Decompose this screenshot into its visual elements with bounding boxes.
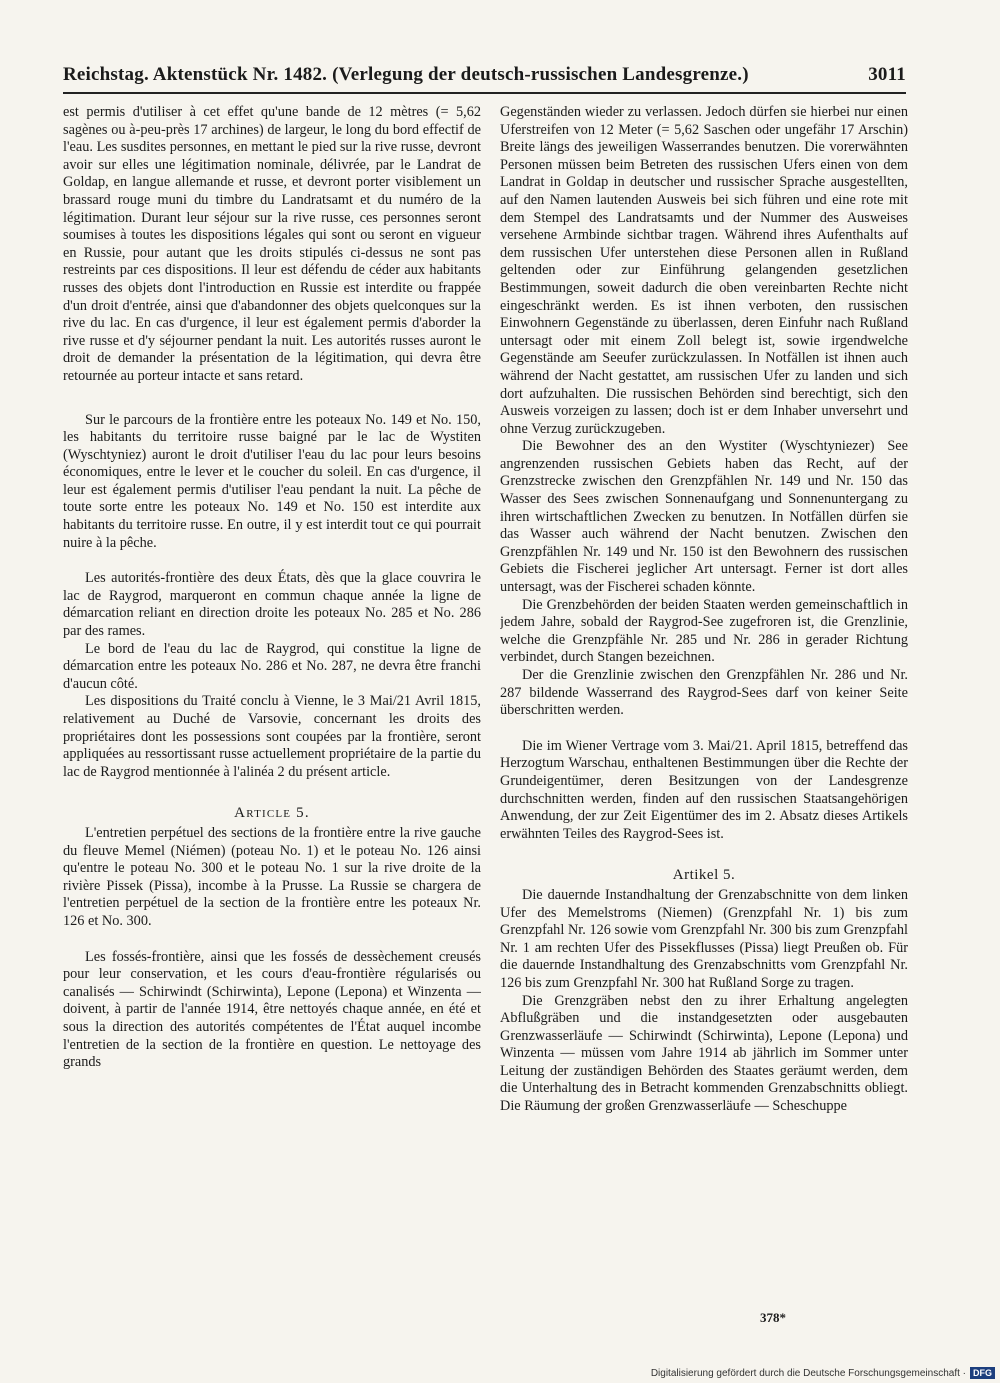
fr-article-paragraph-1: L'entretien perpétuel des sections de la frontière entre la rive gauche du fleuve Memel (Niémen) (poteau No. 1) et le poteau No. 126 ainsi qu'entre le poteau No. 300 et le poteau No. 1 sur la rive droite de la rivière Pissek (Pissa), incombe à la Prusse. La Russie se chargera de l'entretien perpétuel de la section de la frontière entre les poteaux Nr. 126 et No. 300.: [63, 824, 481, 929]
de-article-heading: Artikel 5.: [672, 867, 736, 884]
de-article-paragraph-1: Die dauernde Instandhaltung der Grenzabschnitte von dem linken Ufer des Memelstroms (Niemen) (Grenzpfahl Nr. 1) bis zum Grenzpfahl Nr. 126 sowie vom Grenzpfahl Nr. 300 bis zum Grenzpfahl Nr. 1 am rechten Ufer des Pissekflusses (Pissa) liegt Preußen ob. Für die dauernde Instandhaltung des Grenzabschnitts vom Grenzpfahl Nr. 126 bis zum Grenzpfahl Nr. 300 hat Rußland Sorge zu tragen.: [500, 886, 908, 991]
german-column: [500, 104, 908, 1319]
fr-paragraph-3: Les autorités-frontière des deux États, dès que la glace couvrira le lac de Raygrod, marqueront en commun chaque année la ligne de démarcation reliant en direction droite les poteaux No. 285 et No. 286 par des rames.: [63, 570, 481, 640]
de-paragraph-2: Die Bewohner des an den Wystiter (Wyschtyniezer) See angrenzenden russischen Gebiets haben das Recht, auf der Grenzstrecke zwischen den Grenzpfählen Nr. 149 und Nr. 150 das Wasser des Sees zwischen Sonnenaufgang und Sonnenuntergang zu ihren wirtschaftlichen Zwecken zu benutzen. In Notfällen dürfen sie das Wasser auch während der Nacht benutzen. Zwischen den Grenzpfählen Nr. 149 und Nr. 150 ist den Bewohnern des russischen Gebiets die Fischerei jeglicher Art untersagt. Ferner ist dort alles untersagt, was der Fischerei schaden könnte.: [500, 438, 908, 596]
fr-article-heading: Article 5.: [234, 805, 310, 822]
de-paragraph-4: Der die Grenzlinie zwischen den Grenzpfählen Nr. 286 und Nr. 287 bildende Wasserrand des Raygrod-Sees darf von keiner Seite überschritten werden.: [500, 667, 908, 719]
fr-paragraph-1: est permis d'utiliser à cet effet qu'une bande de 12 mètres (= 5,62 sagènes ou à-peu-près 17 archines) de largeur, le long du bord effectif de l'eau. Les susdites personnes, en mettant le pied sur la rive russe, devront avoir sur elles une légitimation nominale, délivrée, par le Landrat de Goldap, en langue allemande et russe, et devront porter visiblement un brassard rouge muni du timbre du Landratsamt et du numéro de la légitimation. Durant leur séjour sur la rive russe, ces personnes seront soumises à toutes les dispositions légales qui sont ou seront en vigueur en Russie, pour autant que les droits stipulés ci-dessus ne sont pas restreints par ces dispositions. Il leur est défendu de céder aux habitants russes des objets dont l'introduction en Russie est interdite ou frappée d'un droit d'entrée, ainsi que d'abandonner des objets quelconques sur la rive du lac. En cas d'urgence, il leur est également permis d'aborder la rive russe et d'y séjourner pendant la nuit. Les autorités russes auront le droit de demander la présentation de la légitimation, qui devra être retournée au porteur intacte et sans retard.: [63, 104, 481, 384]
de-paragraph-3: Die Grenzbehörden der beiden Staaten werden gemeinschaftlich in jedem Jahre, sobald der Raygrod-See zugefroren ist, die Grenzlinie, welche die Grenzpfähle Nr. 285 und Nr. 286 in gerader Richtung verbindet, durch Stangen bezeichnen.: [500, 596, 908, 666]
fr-paragraph-5: Les dispositions du Traité conclu à Vienne, le 3 Mai/21 Avril 1815, relativement au Duché de Varsovie, concernant les droits des propriétaires dont les possessions sont coupées par la frontière, seront appliquées au ressortissant russe actuellement propriétaire de la partie du lac de Raygrod mentionnée à l'alinéa 2 du présent article.: [63, 693, 481, 780]
digitization-footer: [640, 1366, 995, 1380]
fr-paragraph-4: Le bord de l'eau du lac de Raygrod, qui constitue la ligne de démarcation entre les poteaux No. 286 et No. 287, ne devra être franchi d'aucun côté.: [63, 640, 481, 692]
fr-article-paragraph-2: Les fossés-frontière, ainsi que les fossés de dessèchement creusés pour leur conservation, et les cours d'eau-frontière régularisés ou canalisés — Schirwindt (Schirwinta), Lepone (Lepona) et Winzenta — doivent, à partir de l'année 1914, être nettoyés chaque année, en été et sous la direction des autorités compétentes de l'État auquel incombe l'entretien de la section de la frontière en question. Le nettoyage des grands: [63, 948, 481, 1071]
fr-paragraph-2: Sur le parcours de la frontière entre les poteaux No. 149 et No. 150, les habitants du territoire russe baigné par le lac de Wystiten (Wyschtyniez) auront le droit d'utiliser l'eau du lac pour leurs besoins économiques, entre le lever et le coucher du soleil. En cas d'urgence, il leur est également permis d'utiliser l'eau pendant la nuit. La pêche de toute sorte entre les poteaux No. 149 et No. 150 est interdite aux habitants du territoire russe. En outre, il y est interdit tout ce qui pourrait nuire à la pêche.: [63, 411, 481, 551]
footer-text: Digitalisierung gefördert durch die Deutsche Forschungsgemeinschaft ·: [650, 1367, 966, 1379]
dfg-logo: DFG: [970, 1367, 995, 1379]
page-number: 3011: [868, 64, 906, 85]
de-article-paragraph-2: Die Grenzgräben nebst den zu ihrer Erhaltung angelegten Abflußgräben und die instandgesetzten oder ausgebauten Grenzwasserläufe — Schirwindt (Schirwinta), Lepone (Lepona) und Winzenta — müssen vom Jahre 1914 ab jährlich im Sommer unter Leitung der zuständigen Behörden des Staates geräumt werden, dem die Unterhaltung des in Betracht kommenden Grenzabschnitts obliegt. Die Räumung der großen Grenzwasserläufe — Scheschuppe: [500, 992, 908, 1115]
running-header: [63, 60, 906, 90]
de-paragraph-1: Gegenständen wieder zu verlassen. Jedoch dürfen sie hierbei nur einen Uferstreifen von 12 Meter (= 5,62 Saschen oder ungefähr 17 Arschin) Breite längs des jeweiligen Wasserrandes benutzen. Die vorerwähnten Personen müssen beim Betreten des russischen Ufers einen von dem Landrat in Goldap in deutscher und russischer Sprache ausgestellten, auf den Namen lautenden Ausweis bei sich führen und eine rote mit dem Stempel des Landratsamts und der Nummer des Ausweises versehene Armbinde sichtbar tragen. Während ihres Aufenthalts auf dem russischen Ufer unterstehen diese Personen allen in Rußland geltenden oder zur Einführung gelangenden gesetzlichen Bestimmungen, soweit dadurch die oben vereinbarten Rechte nicht eingeschränkt werden. Es ist ihnen verboten, den russischen Einwohnern Gegenstände zu überlassen, deren Einfuhr nach Rußland untersagt oder mit einem Zoll belegt ist, sowie irgendwelche Gegenstände am Seeufer zurückzulassen. In Notfällen ist ihnen auch während der Nacht gestattet, am russischen Ufer zu landen und sich dort aufzuhalten. Die russischen Behörden sind berechtigt, sich den Ausweis vorzeigen zu lassen; doch ist er dem Inhaber unversehrt und ohne Verzug zurückzugeben.: [500, 104, 908, 437]
french-column: [63, 104, 481, 1319]
header-rule: [63, 92, 906, 94]
de-paragraph-5: Die im Wiener Vertrage vom 3. Mai/21. April 1815, betreffend das Herzogtum Warschau, enthaltenen Bestimmungen über die Rechte der Grundeigentümer, deren Besitzungen von der Landesgrenze durchschnitten werden, finden auf den russischen Staatsangehörigen Anwendung, der zur Zeit Eigentümer des im 2. Absatz dieses Artikels erwähnten Teiles des Raygrod-Sees ist.: [500, 737, 908, 842]
signature-mark: 378*: [760, 1310, 786, 1325]
header-title: Reichstag. Aktenstück Nr. 1482. (Verlegung der deutsch-russischen Landesgrenze.): [63, 64, 749, 85]
